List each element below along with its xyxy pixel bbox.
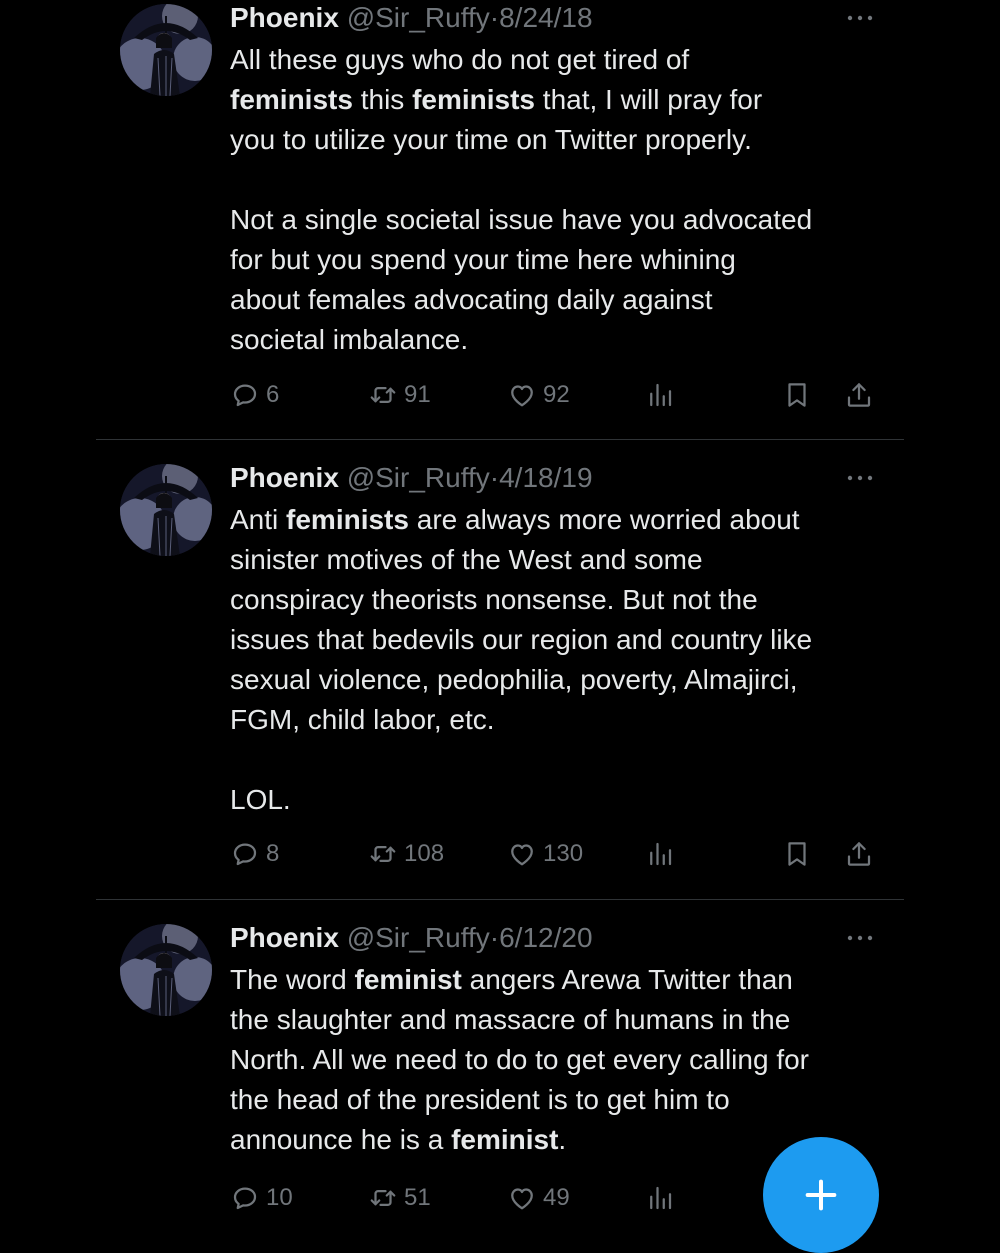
retweet-icon bbox=[368, 839, 398, 869]
tweet-date[interactable]: 8/24/18 bbox=[499, 2, 593, 33]
avatar[interactable] bbox=[120, 924, 212, 1016]
more-icon[interactable] bbox=[843, 920, 877, 956]
reply-count: 10 bbox=[266, 1184, 293, 1211]
reply-button[interactable] bbox=[230, 1178, 293, 1218]
text-line bbox=[230, 500, 900, 540]
bold-keyword: feminist bbox=[451, 1124, 559, 1155]
reply-icon bbox=[230, 1183, 260, 1213]
retweet-count: 91 bbox=[404, 381, 431, 408]
text-span: Anti bbox=[230, 504, 287, 535]
text-line: the head of the president is to get him to bbox=[230, 1084, 730, 1115]
share-button[interactable] bbox=[844, 834, 880, 874]
text-span: announce he is a bbox=[230, 1124, 452, 1155]
text-line: Not a single societal issue have you advocated bbox=[230, 204, 813, 235]
display-name[interactable]: Phoenix bbox=[230, 462, 339, 493]
separator-dot: · bbox=[489, 922, 500, 953]
bookmark-icon bbox=[782, 380, 812, 410]
heart-icon bbox=[507, 1183, 537, 1213]
separator-dot: · bbox=[489, 2, 500, 33]
text-line: the slaughter and massacre of humans in the bbox=[230, 1004, 791, 1035]
tweet-actions bbox=[0, 834, 1000, 874]
text-line: about females advocating daily against bbox=[230, 284, 713, 315]
retweet-button[interactable] bbox=[368, 375, 431, 415]
text-span: The word bbox=[230, 964, 355, 995]
retweet-button[interactable] bbox=[368, 834, 444, 874]
more-icon[interactable] bbox=[843, 0, 877, 36]
text-span: angers Arewa Twitter than bbox=[461, 964, 793, 995]
tweet-date[interactable]: 4/18/19 bbox=[499, 462, 593, 493]
text-span: are always more worried about bbox=[408, 504, 800, 535]
text-line: sexual violence, pedophilia, poverty, Almajirci, bbox=[230, 664, 798, 695]
bold-keyword: feminists bbox=[286, 504, 409, 535]
text-span: . bbox=[558, 1124, 567, 1155]
views-icon bbox=[645, 839, 675, 869]
retweet-icon bbox=[368, 380, 398, 410]
paragraph-gap bbox=[230, 160, 900, 200]
bookmark-icon bbox=[782, 839, 812, 869]
reply-count: 6 bbox=[266, 381, 280, 408]
text-line: LOL. bbox=[230, 784, 291, 815]
reply-button[interactable] bbox=[230, 834, 279, 874]
reply-button[interactable] bbox=[230, 375, 279, 415]
bookmark-button[interactable] bbox=[782, 375, 818, 415]
retweet-icon bbox=[368, 1183, 398, 1213]
like-count: 49 bbox=[543, 1184, 570, 1211]
text-line: for but you spend your time here whining bbox=[230, 244, 736, 275]
avatar[interactable] bbox=[120, 4, 212, 96]
bookmark-button[interactable] bbox=[782, 834, 818, 874]
heart-icon bbox=[507, 839, 537, 869]
reply-icon bbox=[230, 380, 260, 410]
user-handle[interactable]: @Sir_Ruffy bbox=[346, 2, 490, 33]
paragraph-gap bbox=[230, 740, 900, 780]
text-line: sinister motives of the West and some bbox=[230, 544, 703, 575]
reply-count: 8 bbox=[266, 840, 280, 867]
views-icon bbox=[645, 1183, 675, 1213]
user-handle[interactable]: @Sir_Ruffy bbox=[346, 922, 490, 953]
text-line: North. All we need to do to get every calling for bbox=[230, 1044, 809, 1075]
text-line bbox=[230, 960, 900, 1000]
compose-button[interactable] bbox=[763, 1137, 879, 1253]
plus-icon bbox=[801, 1175, 841, 1215]
views-button[interactable] bbox=[645, 1178, 681, 1218]
share-button[interactable] bbox=[844, 375, 880, 415]
views-button[interactable] bbox=[645, 834, 681, 874]
user-handle[interactable]: @Sir_Ruffy bbox=[346, 462, 490, 493]
tweet-actions bbox=[0, 375, 1000, 415]
tweet[interactable] bbox=[0, 0, 1000, 440]
more-icon[interactable] bbox=[843, 460, 877, 496]
retweet-button[interactable] bbox=[368, 1178, 431, 1218]
like-button[interactable] bbox=[507, 375, 570, 415]
share-icon bbox=[844, 839, 874, 869]
like-button[interactable] bbox=[507, 1178, 570, 1218]
text-line bbox=[230, 80, 900, 120]
text-line: societal imbalance. bbox=[230, 324, 469, 355]
tweet-header bbox=[230, 0, 593, 36]
text-span: this bbox=[352, 84, 413, 115]
separator-dot: · bbox=[489, 462, 500, 493]
text-line: you to utilize your time on Twitter properly. bbox=[230, 124, 752, 155]
tweet-header bbox=[230, 460, 593, 496]
bold-keyword: feminists bbox=[412, 84, 536, 115]
text-line: conspiracy theorists nonsense. But not the bbox=[230, 584, 758, 615]
tweet-date[interactable]: 6/12/20 bbox=[499, 922, 593, 953]
tweet-text bbox=[230, 40, 900, 360]
reply-icon bbox=[230, 839, 260, 869]
text-line: issues that bedevils our region and country like bbox=[230, 624, 813, 655]
text-line: All these guys who do not get tired of bbox=[230, 44, 690, 75]
avatar[interactable] bbox=[120, 464, 212, 556]
display-name[interactable]: Phoenix bbox=[230, 922, 339, 953]
views-button[interactable] bbox=[645, 375, 681, 415]
views-icon bbox=[645, 380, 675, 410]
divider bbox=[96, 899, 904, 900]
like-button[interactable] bbox=[507, 834, 583, 874]
retweet-count: 51 bbox=[404, 1184, 431, 1211]
text-span: that, I will pray for bbox=[535, 84, 763, 115]
divider bbox=[96, 439, 904, 440]
tweet-header bbox=[230, 920, 593, 956]
retweet-count: 108 bbox=[404, 840, 445, 867]
display-name[interactable]: Phoenix bbox=[230, 2, 339, 33]
like-count: 130 bbox=[543, 840, 584, 867]
heart-icon bbox=[507, 380, 537, 410]
tweet-text bbox=[230, 960, 900, 1160]
tweet[interactable] bbox=[0, 460, 1000, 900]
tweet-text bbox=[230, 500, 900, 820]
share-icon bbox=[844, 380, 874, 410]
text-line: FGM, child labor, etc. bbox=[230, 704, 495, 735]
bold-keyword: feminists bbox=[230, 84, 353, 115]
like-count: 92 bbox=[543, 381, 570, 408]
bold-keyword: feminist bbox=[354, 964, 462, 995]
